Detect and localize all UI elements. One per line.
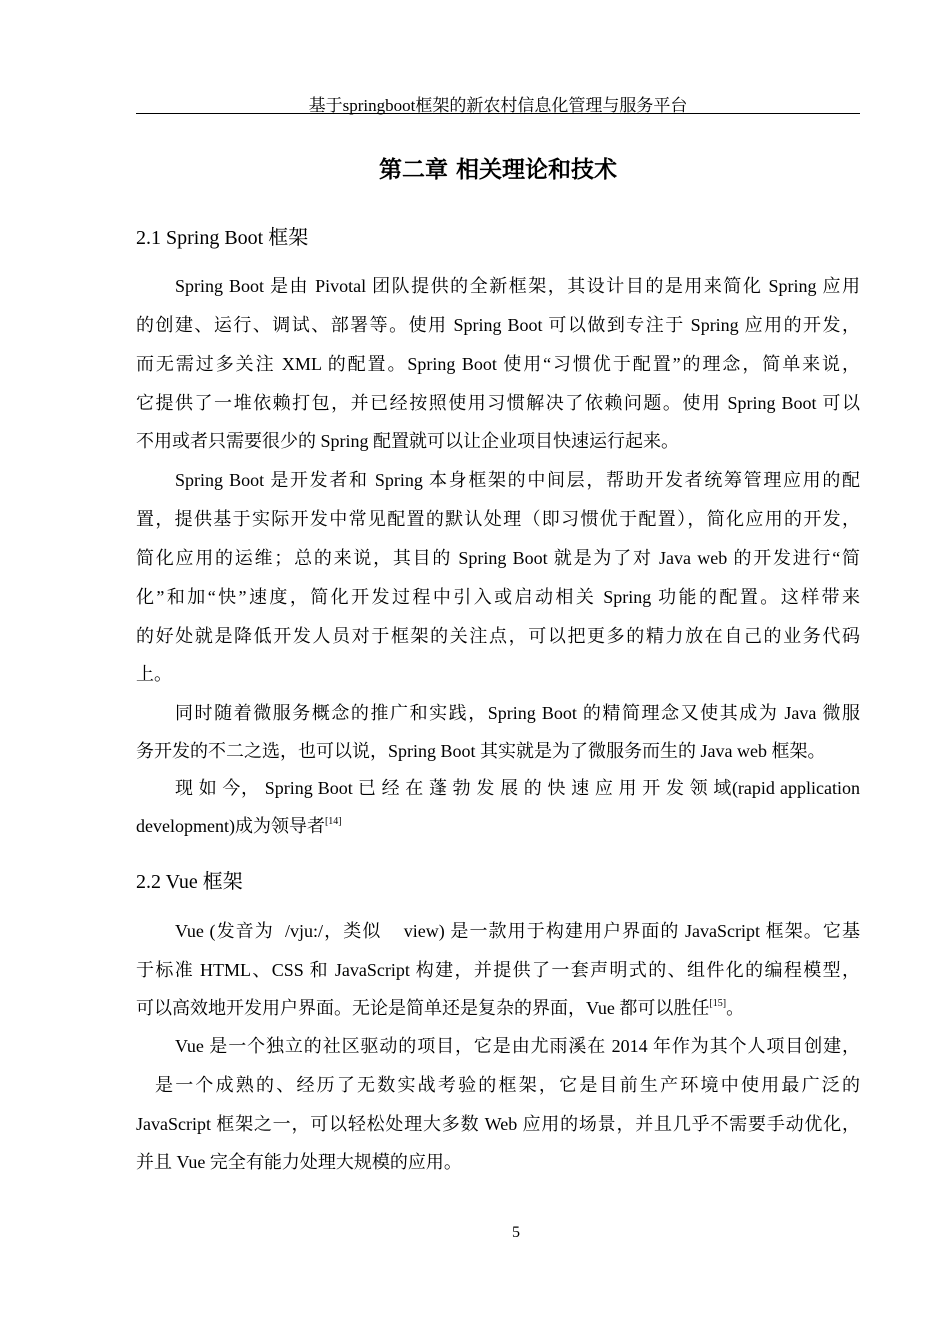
paragraph-line: 的好处就是降低开发人员对于框架的关注点，可以把更多的精力放在自己的业务代码	[136, 626, 860, 646]
header-rule	[136, 113, 860, 114]
paragraph-line: 不用或者只需要很少的 Spring 配置就可以让企业项目快速运行起来。	[136, 431, 680, 451]
paragraph-line: 上。	[136, 664, 172, 684]
running-header: 基于springboot框架的新农村信息化管理与服务平台	[308, 96, 688, 115]
paragraph-line: 的创建、运行、调试、部署等。使用 Spring Boot 可以做到专注于 Spring 应用的开发，	[136, 315, 860, 335]
paragraph-line: 务开发的不二之选，也可以说，Spring Boot 其实就是为了微服务而生的 Java web 框架。	[136, 741, 826, 761]
paragraph-line: Vue 是一个独立的社区驱动的项目，它是由尤雨溪在 2014 年作为其个人项目创建，	[175, 1036, 860, 1056]
paragraph-line: 简化应用的运维；总的来说，其目的 Spring Boot 就是为了对 Java web 的开发进行“简	[136, 548, 860, 568]
citation[interactable]: [14]	[324, 816, 342, 827]
chapter-title: 第二章 相关理论和技术	[378, 157, 617, 183]
paragraph-line	[136, 814, 860, 838]
paragraph-line: 现 如 今， Spring Boot 已 经 在 蓬 勃 发 展 的 快 速 应 用 开 发 领 域(rapid application	[175, 778, 860, 798]
section-heading: 2.2 Vue 框架	[136, 871, 243, 893]
line-end: 。	[726, 998, 745, 1018]
line-text: 可以高效地开发用户界面。无论是简单还是复杂的界面，Vue 都可以胜任	[136, 998, 710, 1018]
paragraph-line: 置，提供基于实际开发中常见配置的默认处理（即习惯优于配置），简化应用的开发，	[136, 509, 860, 529]
paragraph-line: Spring Boot 是由 Pivotal 团队提供的全新框架，其设计目的是用来简化 Spring 应用	[175, 276, 860, 296]
line-text: development)成为领导者	[136, 816, 325, 836]
paragraph-line: 它提供了一堆依赖打包，并已经按照使用习惯解决了依赖问题。使用 Spring Boot 可以	[136, 393, 860, 413]
paragraph-line: 化”和加“快”速度，简化开发过程中引入或启动相关 Spring 功能的配置。这样带来	[136, 587, 860, 607]
paragraph-line: 于标准 HTML、CSS 和 JavaScript 构建，并提供了一套声明式的、组件化的编程模型，	[136, 960, 860, 980]
paragraph-line: 而无需过多关注 XML 的配置。Spring Boot 使用“习惯优于配置”的理念，简单来说，	[136, 354, 860, 374]
paragraph-line: 同时随着微服务概念的推广和实践，Spring Boot 的精简理念又使其成为 Java 微服	[175, 703, 860, 723]
section-heading: 2.1 Spring Boot 框架	[136, 227, 309, 249]
paragraph-line	[136, 996, 860, 1020]
paragraph-line: Spring Boot 是开发者和 Spring 本身框架的中间层，帮助开发者统筹管理应用的配	[175, 470, 860, 490]
page-number: 5	[512, 1224, 520, 1241]
paragraph-line: 并且 Vue 完全有能力处理大规模的应用。	[136, 1152, 462, 1172]
paragraph-line: Vue (发音为 /vju:/，类似 view) 是一款用于构建用户界面的 JavaScript 框架。它基	[175, 921, 860, 941]
paragraph-line: JavaScript 框架之一，可以轻松处理大多数 Web 应用的场景，并且几乎不需要手动优化，	[136, 1114, 860, 1134]
citation[interactable]: [15]	[709, 998, 727, 1009]
paragraph-line: 是一个成熟的、经历了无数实战考验的框架，它是目前生产环境中使用最广泛的	[155, 1075, 860, 1095]
